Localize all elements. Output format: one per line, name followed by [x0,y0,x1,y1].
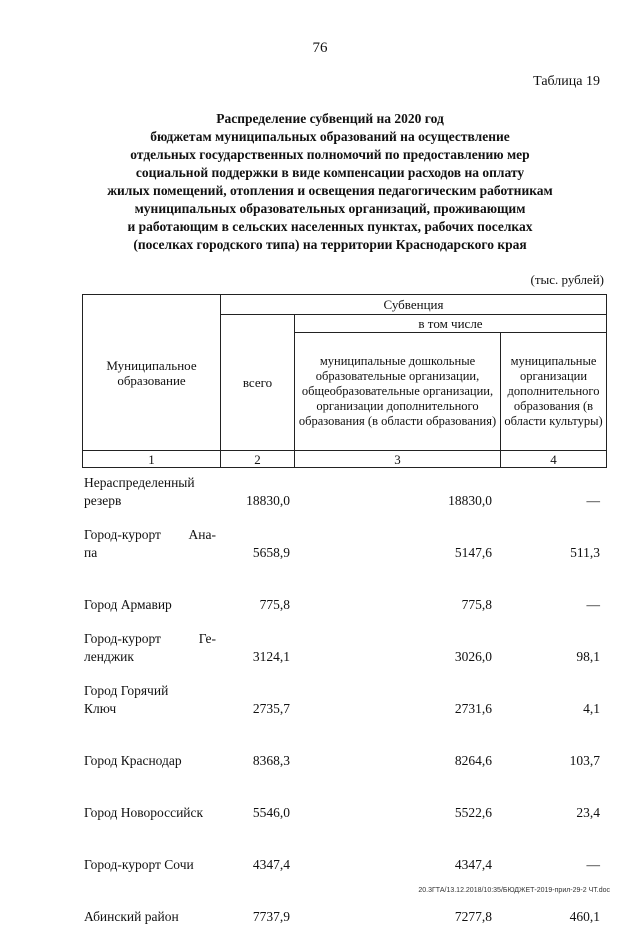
table-row [0,830,640,882]
document-title [70,110,590,254]
title-line: (поселках городского типа) на территории Краснодарского края [133,237,527,252]
row-total: 7737,9 [252,909,290,924]
row-municipality-line: Ключ [84,701,117,716]
row-total: 8368,3 [252,753,290,768]
row-total: 775,8 [259,597,290,612]
row-education: 4347,4 [454,857,492,872]
row-municipality-line: резерв [84,493,122,508]
table-row [0,518,640,570]
table-body [0,466,640,934]
header-col-number: 2 [221,451,295,468]
table-label: Таблица 19 [533,74,600,89]
row-total: 2735,7 [252,701,290,716]
table-row [0,674,640,726]
row-total: 3124,1 [252,649,290,664]
header-col-number: 1 [83,451,221,468]
row-total: 18830,0 [246,493,290,508]
header-municipality: Муниципальное образование [83,295,221,451]
unit-label: (тыс. рублей) [530,272,604,287]
title-line: и работающим в сельских населенных пунктах, рабочих поселках [127,219,533,234]
row-education: 5522,6 [454,805,492,820]
row-municipality-line: Нераспределенный [84,475,195,490]
row-municipality [84,752,216,770]
table-row [0,778,640,830]
row-culture: 23,4 [576,805,600,820]
table-row [0,570,640,622]
title-line: Распределение субвенций на 2020 год [216,111,444,126]
row-municipality [84,908,216,926]
row-total: 5546,0 [252,805,290,820]
row-municipality-line: Город Новороссийск [84,805,204,820]
footer-filepath: 20.3ГТА/13.12.2018/10:35/БЮДЖЕТ-2019-прил-29-2 ЧТ.doc [418,887,610,894]
title-line: муниципальных образовательных организаций, проживающим [134,201,526,216]
row-municipality [84,682,216,718]
header-col-number: 4 [501,451,607,468]
row-education: 5147,6 [454,545,492,560]
row-education: 2731,6 [454,701,492,716]
row-municipality [84,856,216,874]
row-education: 3026,0 [454,649,492,664]
row-municipality [84,474,216,510]
row-education: 7277,8 [454,909,492,924]
row-municipality-line: Город Армавир [84,597,172,612]
header-col-number: 3 [295,451,501,468]
table-row [0,622,640,674]
page-number: 76 [312,40,328,56]
title-line: жилых помещений, отопления и освещения педагогическим работникам [107,183,553,198]
row-total: 4347,4 [252,857,290,872]
row-municipality [84,630,216,666]
row-culture: 460,1 [569,909,600,924]
row-culture: 4,1 [583,701,600,716]
row-municipality-line: Город-курорт Ге- [84,631,216,646]
row-culture: 511,3 [570,545,600,560]
row-municipality [84,526,216,562]
header-culture: муниципальные организации дополнительного образования (в области культуры) [501,333,607,451]
row-municipality [84,596,216,614]
row-education: 18830,0 [448,493,492,508]
row-culture: — [586,597,600,612]
row-culture: — [586,493,600,508]
header-including: в том числе [295,315,607,333]
table-row [0,466,640,518]
row-education: 775,8 [461,597,492,612]
table-row [0,726,640,778]
row-municipality-line: Город Краснодар [84,753,182,768]
row-culture: 103,7 [569,753,600,768]
table-header [82,294,607,468]
row-culture: — [586,857,600,872]
row-municipality-line: па [84,545,98,560]
row-municipality-line: Город-курорт Ана- [84,527,216,542]
row-municipality [84,804,216,822]
row-municipality-line: Абинский район [84,909,179,924]
row-municipality-line: Город-курорт Сочи [84,857,194,872]
row-total: 5658,9 [252,545,290,560]
row-municipality-line: Город Горячий [84,683,169,698]
header-subvention: Субвенция [221,295,607,315]
row-culture: 98,1 [576,649,600,664]
title-line: отдельных государственных полномочий по предоставлению мер [130,147,530,162]
title-line: бюджетам муниципальных образований на осуществление [150,129,510,144]
header-total: всего [221,315,295,451]
title-line: социальной поддержки в виде компенсации расходов на оплату [135,165,525,180]
header-education: муниципальные дошкольные образовательные организации, общеобразовательные организации, организации дополнительного образования (в области образования) [295,333,501,451]
row-municipality-line: ленджик [84,649,134,664]
row-education: 8264,6 [454,753,492,768]
